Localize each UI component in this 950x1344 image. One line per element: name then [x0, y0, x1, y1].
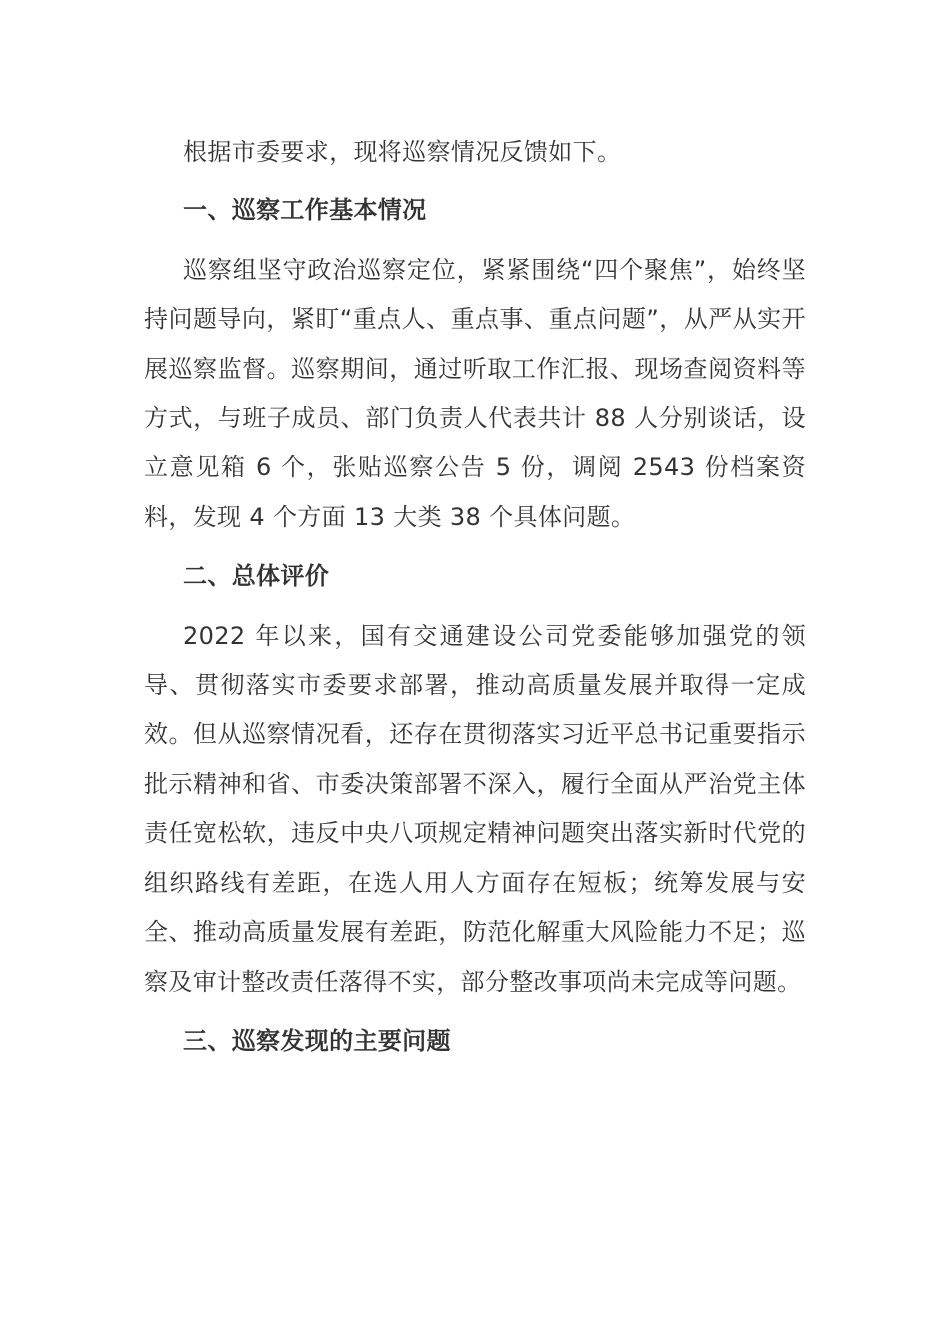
section-2-heading: 二、总体评价 — [183, 562, 330, 591]
section-1-paragraph: 巡察组坚守政治巡察定位，紧紧围绕“四个聚焦”，始终坚持问题导向，紧盯“重点人、重点事、重点问题”，从严从实开展巡察监督。巡察期间，通过听取工作汇报、现场查阅资料等方式，与班子成员、部门负责人代表共计 88 人分别谈话，设立意见箱 6 个，张贴巡察公告 5 份，调阅 2543 份档案资料，发现 4 个方面 13 大类 38 个具体问题。 — [144, 255, 806, 531]
section-2-paragraph: 2022 年以来，国有交通建设公司党委能够加强党的领导、贯彻落实市委要求部署，推动高质量发展并取得一定成效。但从巡察情况看，还存在贯彻落实习近平总书记重要指示批示精神和省、市委决策部署不深入，履行全面从严治党主体责任宽松软，违反中央八项规定精神问题突出落实新时代党的组织路线有差距，在选人用人方面存在短板；统筹发展与安全、推动高质量发展有差距，防范化解重大风险能力不足；巡察及审计整改责任落得不实，部分整改事项尚未完成等问题。 — [144, 621, 806, 996]
intro-paragraph: 根据市委要求，现将巡察情况反馈如下。 — [183, 138, 622, 166]
section-1-heading: 一、巡察工作基本情况 — [183, 196, 427, 225]
document-body — [144, 128, 806, 1066]
section-3-heading: 三、巡察发现的主要问题 — [183, 1026, 451, 1055]
